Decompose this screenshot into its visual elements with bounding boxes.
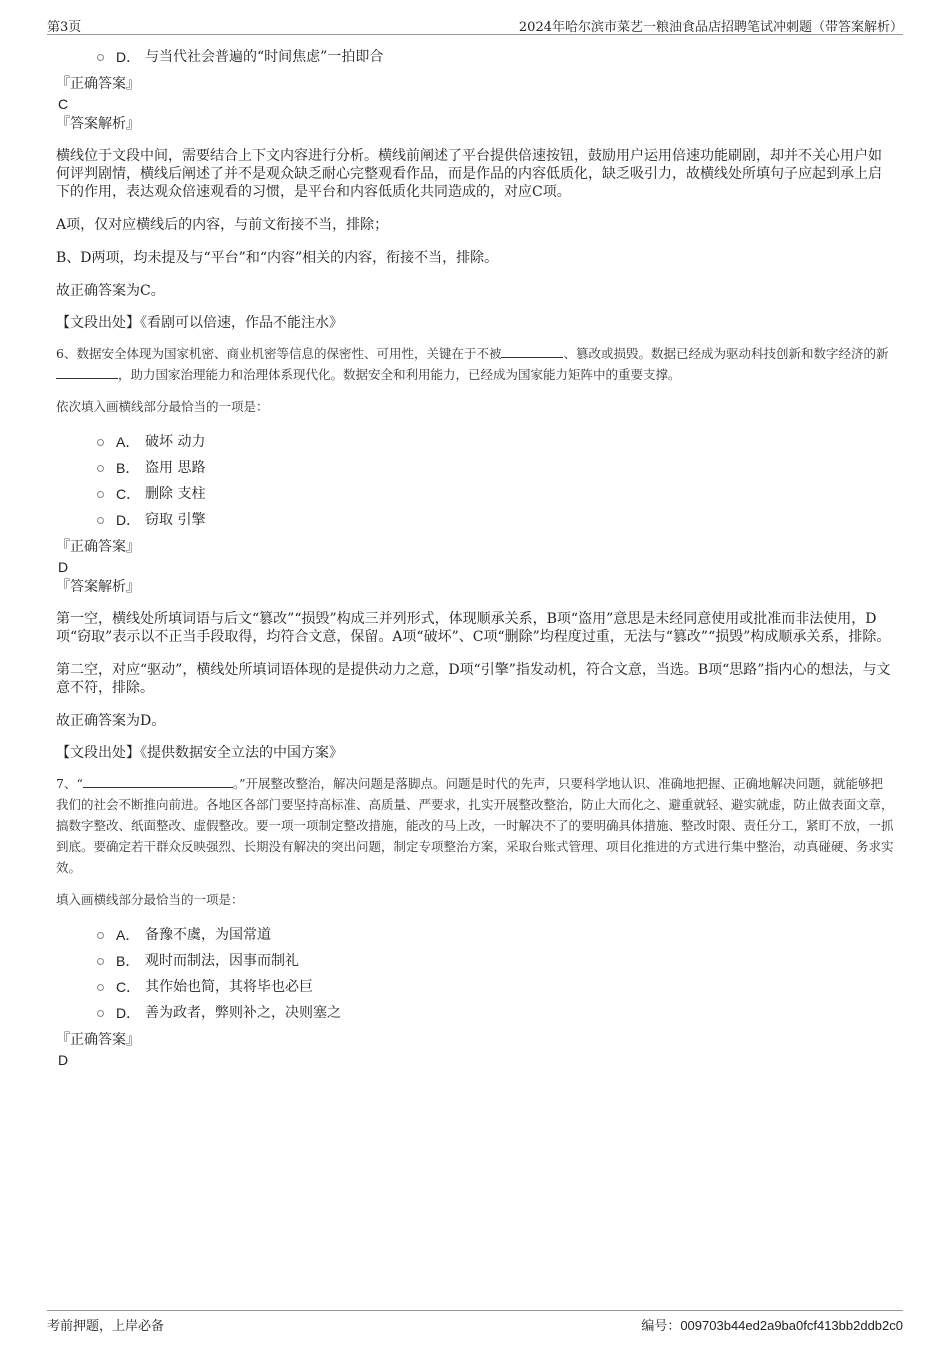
question-6-options xyxy=(56,429,894,533)
analysis-paragraph: B、D两项，均未提及与“平台”和“内容”相关的内容，衔接不当，排除。 xyxy=(56,250,499,266)
q7-option-a[interactable]: A． 备豫不虞，为国常道 xyxy=(56,922,894,948)
source-citation: 【文段出处】《看剧可以倍速，作品不能注水》 xyxy=(56,315,343,331)
correct-answer-label: 『正确答案』 xyxy=(56,76,140,92)
q6-option-a[interactable]: A． 破坏 动力 xyxy=(56,429,894,455)
correct-answer-label: 『正确答案』 xyxy=(56,1032,140,1048)
q7-option-b[interactable]: B． 观时而制法，因事而制礼 xyxy=(56,948,894,974)
page-number: 第3页 xyxy=(47,20,82,35)
analysis-paragraph: 横线位于文段中间，需要结合上下文内容进行分析。横线前阐述了平台提供倍速按钮，鼓励用户运用倍速功能刷剧，却并不关心用户如何评判剧情，横线后阐述了并不是观众缺乏耐心完整观看作品，而是作品的内容低质化，缺乏吸引力，故横线处所填句子应起到承上启下的作用，表达观众倍速观看的习惯，是平台和内容低质化共同造成的，对应C项。 xyxy=(56,148,882,200)
q6-option-c[interactable]: C． 删除 支柱 xyxy=(56,481,894,507)
correct-answer: C xyxy=(58,96,69,112)
radio-icon[interactable] xyxy=(97,958,104,965)
correct-answer: D xyxy=(58,559,69,575)
radio-icon[interactable] xyxy=(97,984,104,991)
page-footer xyxy=(47,1310,903,1335)
analysis-paragraph: A项，仅对应横线后的内容，与前文衔接不当，排除； xyxy=(56,217,389,233)
correct-answer-label: 『正确答案』 xyxy=(56,539,140,555)
question-6-text: 6、数据安全体现为国家机密、商业机密等信息的保密性、可用性，关键在于不被 、篡改或损毁。数据已经成为驱动科技创新和数字经济的新，助力国家治理能力和治理体系现代化。数据安全和利用能力，已经成为国家能力矩阵中的重要支撑。 xyxy=(56,346,889,382)
question-6-prompt: 依次填入画横线部分最恰当的一项是： xyxy=(56,399,269,414)
analysis-label: 『答案解析』 xyxy=(56,579,140,595)
q5-option-d[interactable]: D． 与当代社会普遍的“时间焦虑”一拍即合 xyxy=(56,44,894,70)
radio-icon[interactable] xyxy=(97,517,104,524)
question-7-options xyxy=(56,922,894,1026)
question-7-text: 7、“ 。”开展整改整治，解决问题是落脚点。问题是时代的先声，只要科学地认识、准确地把握、正确地解决问题，就能够把我们的社会不断推向前进。各地区各部门要坚持高标准、高质量、严要求，扎实开展整改整治，防止大而化之、避重就轻、避实就虚，防止做表面文章，搞数字整改、纸面整改、虚假整改。要一项一项制定整改措施，能改的马上改，一时解决不了的要明确具体措施、整改时限、责任分工，紧盯不放，一抓到底。要确定若干群众反映强烈、长期没有解决的突出问题，制定专项整治方案，采取台账式管理、项目化推进的方式进行集中整治，动真碰硬、务求实效。 xyxy=(56,776,894,875)
document-title: 2024年哈尔滨市菜艺一粮油食品店招聘笔试冲刺题（带答案解析） xyxy=(518,20,903,35)
question-7-prompt: 填入画横线部分最恰当的一项是： xyxy=(56,892,244,907)
page-header xyxy=(47,14,903,35)
source-citation: 【文段出处】《提供数据安全立法的中国方案》 xyxy=(56,745,343,761)
document-code: 编号：009703b44ed2a9ba0fcf413bb2ddb2c0 xyxy=(641,1318,903,1334)
document-body xyxy=(56,46,894,1070)
analysis-paragraph: 第二空，对应“驱动”，横线处所填词语体现的是提供动力之意，D项“引擎”指发动机，符合文意，当选。B项“思路”指内心的想法，与文意不符，排除。 xyxy=(56,662,891,696)
radio-icon[interactable] xyxy=(97,491,104,498)
q7-option-d[interactable]: D． 善为政者，弊则补之，决则塞之 xyxy=(56,1000,894,1026)
analysis-label: 『答案解析』 xyxy=(56,116,140,132)
q7-option-c[interactable]: C． 其作始也简，其将毕也必巨 xyxy=(56,974,894,1000)
radio-icon[interactable] xyxy=(97,439,104,446)
analysis-paragraph: 故正确答案为D。 xyxy=(56,713,166,729)
q6-option-b[interactable]: B． 盗用 思路 xyxy=(56,455,894,481)
q6-option-d[interactable]: D． 窃取 引擎 xyxy=(56,507,894,533)
correct-answer: D xyxy=(58,1052,69,1068)
footer-slogan: 考前押题，上岸必备 xyxy=(47,1319,165,1334)
radio-icon[interactable] xyxy=(97,1010,104,1017)
radio-icon[interactable] xyxy=(97,54,104,61)
blank-line xyxy=(56,366,118,379)
radio-icon[interactable] xyxy=(97,465,104,472)
radio-icon[interactable] xyxy=(97,932,104,939)
blank-line xyxy=(501,345,563,358)
analysis-paragraph: 第一空，横线处所填词语与后文“篡改”“损毁”构成三并列形式，体现顺承关系，B项“盗用”意思是未经同意使用或批准而非法使用，D项“窃取”表示以不正当手段取得，均符合文意，保留。A项“破坏”、C项“删除”均程度过重，无法与“篡改”“损毁”构成顺承关系，排除。 xyxy=(56,611,891,645)
blank-line xyxy=(83,775,233,788)
analysis-paragraph: 故正确答案为C。 xyxy=(56,283,165,299)
